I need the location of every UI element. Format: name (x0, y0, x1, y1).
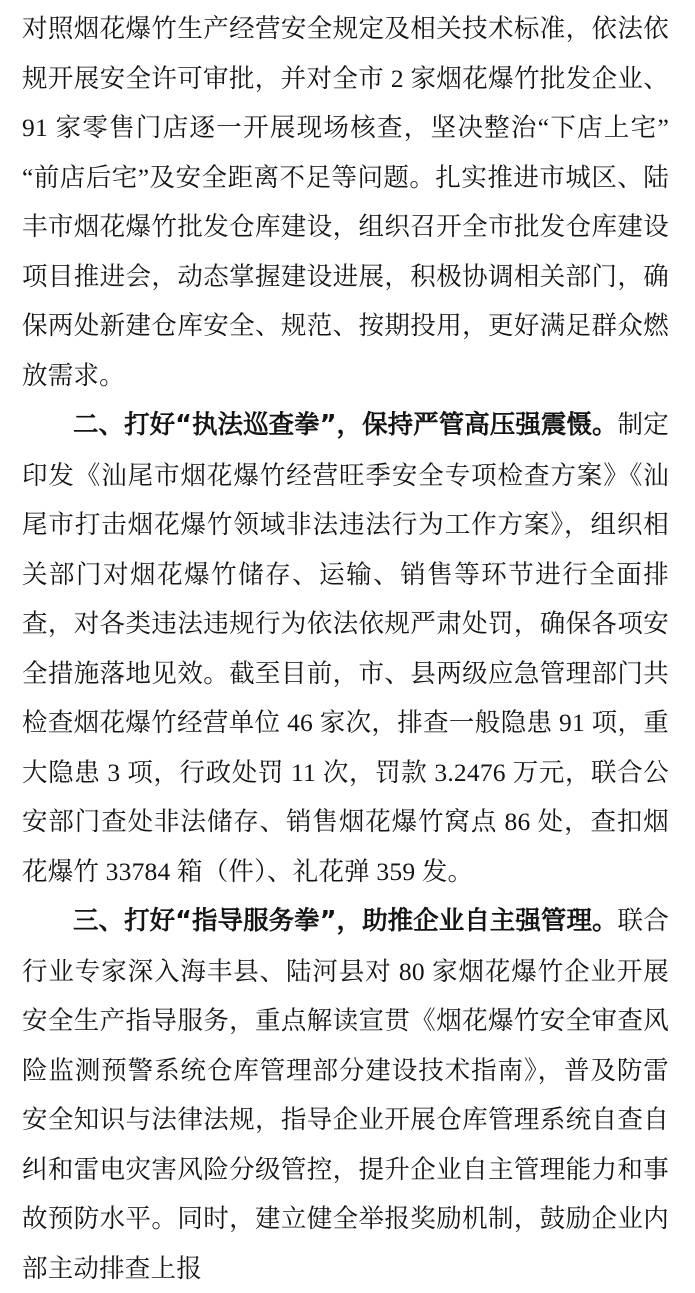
paragraph-text: 对照烟花爆竹生产经营安全规定及相关技术标准，依法依规开展安全许可审批，并对全市 2 家烟花爆竹批发企业、91 家零售门店逐一开展现场核查，坚决整治“下店上宅”“前店后宅”及安全距离不足等问题。扎实推进市城区、陆丰市烟花爆竹批发仓库建设，组织召开全市批发仓库建设项目推进会，动态掌握建设进展，积极协调相关部门，确保两处新建仓库安全、规范、按期投用，更好满足群众燃放需求。 (22, 14, 669, 390)
paragraph-continuation (22, 4, 669, 400)
document-body (22, 4, 669, 1293)
section-two-text: 制定印发《汕尾市烟花爆竹经营旺季安全专项检查方案》《汕尾市打击烟花爆竹领域非法违法行为工作方案》，组织相关部门对烟花爆竹储存、运输、销售等环节进行全面排查，对各类违法违规行为依法依规严肃处罚，确保各项安全措施落地见效。截至目前，市、县两级应急管理部门共检查烟花爆竹经营单位 46 家次，排查一般隐患 91 项，重大隐患 3 项，行政处罚 11 次，罚款 3.2476 万元，联合公安部门查处非法储存、销售烟花爆竹窝点 86 处，查扣烟花爆竹 33784 箱（件）、礼花弹 359 发。 (22, 410, 669, 886)
section-three-text: 联合行业专家深入海丰县、陆河县对 80 家烟花爆竹企业开展安全生产指导服务，重点解读宣贯《烟花爆竹安全审查风险监测预警系统仓库管理部分建设技术指南》，普及防雷安全知识与法律法规，指导企业开展仓库管理系统自查自纠和雷电灾害风险分级管控，提升企业自主管理能力和事故预防水平。同时，建立健全举报奖励机制，鼓励企业内部主动排查上报 (22, 906, 669, 1283)
paragraph-section-three (22, 896, 669, 1293)
section-heading-two: 二、打好“执法巡查拳”，保持严管高压强震慑。 (73, 410, 618, 440)
section-heading-three: 三、打好“指导服务拳”，助推企业自主强管理。 (73, 906, 618, 936)
paragraph-section-two (22, 400, 669, 896)
